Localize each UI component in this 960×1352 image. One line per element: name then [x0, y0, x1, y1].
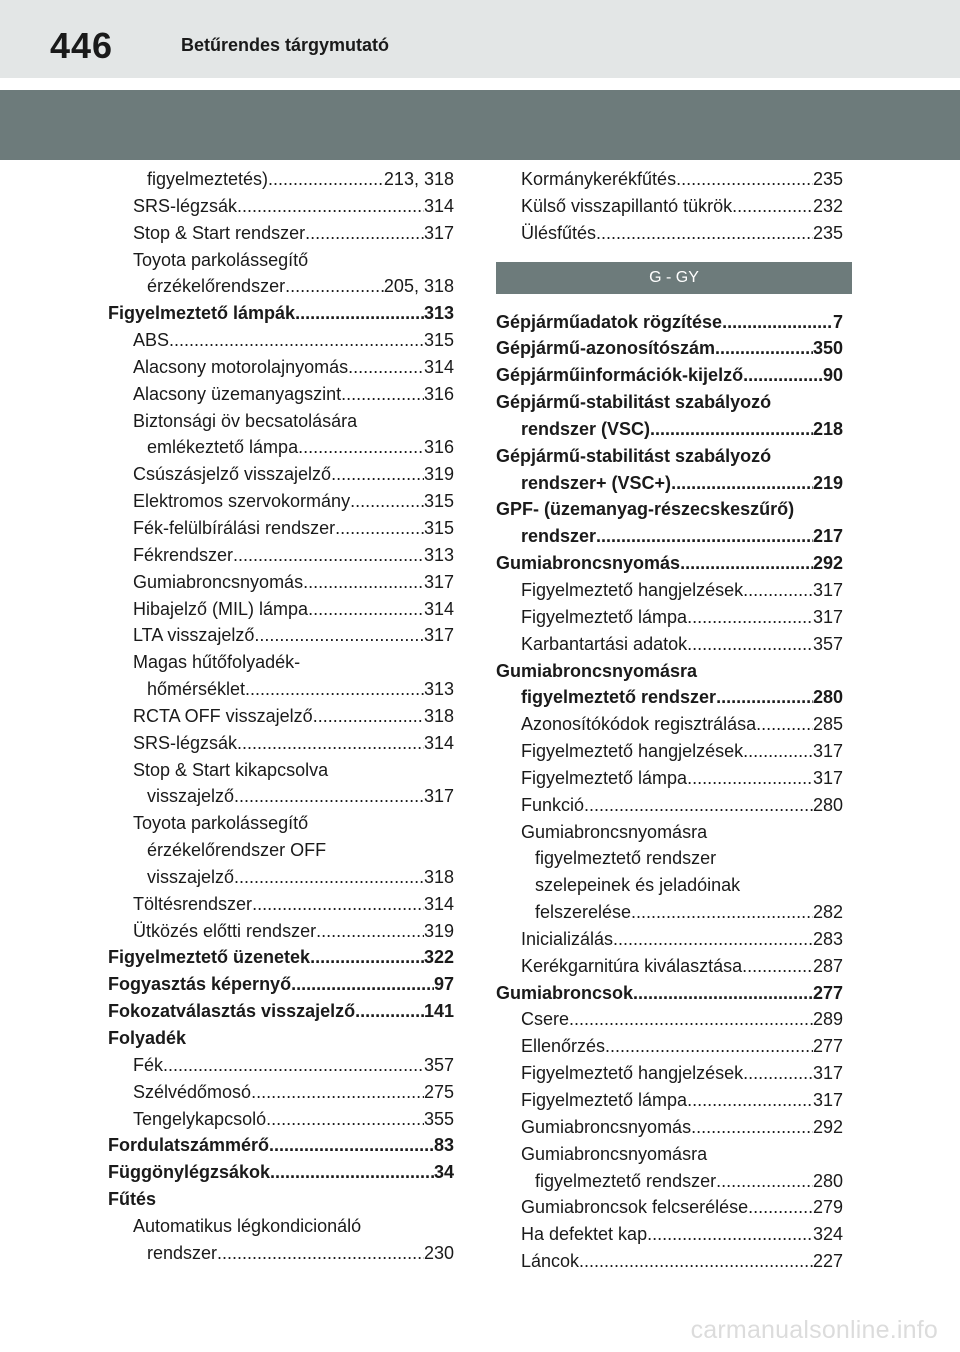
index-entry-page: 318 [423, 866, 454, 887]
index-entry-label: Alacsony üzemanyagszint [133, 383, 342, 404]
index-entry-page: 357 [423, 1054, 454, 1075]
index-entry [496, 220, 843, 247]
index-entry-label: Folyadék [108, 1028, 187, 1048]
index-entry [108, 1052, 454, 1079]
index-entry [496, 1114, 843, 1141]
index-entry-label: Gumiabroncsnyomásra [521, 821, 708, 842]
index-entry [496, 1168, 843, 1195]
index-entry-label: Fékrendszer [133, 544, 234, 565]
dot-leader [691, 1114, 813, 1141]
index-entry-label: Automatikus légkondicionáló [133, 1215, 362, 1236]
index-entry-page: 289 [812, 1009, 843, 1030]
index-entry-page: 279 [812, 1197, 843, 1218]
index-entry-label: szelepeinek és jeladóinak [535, 875, 741, 896]
index-entry-page: 315 [423, 330, 454, 351]
index-entry-label: Alacsony motorolajnyomás [133, 356, 349, 377]
index-entry-label: Gépjármű-azonosítószám [496, 338, 716, 359]
dot-leader [647, 1221, 813, 1248]
index-entry-page: 317 [812, 741, 843, 762]
index-entry [496, 362, 843, 389]
index-entry [496, 765, 843, 792]
index-entry [496, 577, 843, 604]
index-entry-page: 314 [423, 356, 454, 377]
index-entry-page: 317 [812, 767, 843, 788]
index-entry-page: 83 [433, 1135, 454, 1156]
index-entry-label: Függönylégzsákok [108, 1162, 271, 1183]
dot-leader [732, 193, 813, 220]
section-title: Betűrendes tárgymutató [181, 35, 390, 55]
index-entry [108, 1240, 454, 1267]
dot-leader [308, 596, 424, 623]
index-entry [496, 1087, 843, 1114]
index-entry [108, 488, 454, 515]
index-entry [108, 193, 454, 220]
index-entry-page: 355 [423, 1108, 454, 1129]
index-entry-label: Kormánykerékfűtés [521, 169, 677, 189]
index-entry [108, 515, 454, 542]
index-entry [108, 434, 454, 461]
index-entry-label: Gépjárműadatok rögzítése [496, 311, 723, 332]
dot-leader [584, 792, 813, 819]
dot-leader [285, 273, 384, 300]
index-entry [496, 523, 843, 550]
index-entry-label: Szélvédőmosó [133, 1081, 252, 1102]
index-entry-label: Fordulatszámmérő [108, 1135, 270, 1156]
index-entry-page: 317 [423, 786, 454, 807]
index-entry-page: 287 [812, 955, 843, 976]
index-entry-page: 282 [812, 902, 843, 923]
dot-leader [596, 220, 813, 247]
index-entry-label: Ütközés előtti rendszer [133, 920, 317, 941]
index-entry-page: 283 [812, 928, 843, 949]
dot-leader [716, 684, 813, 711]
index-entry [108, 918, 454, 945]
index-entry [108, 891, 454, 918]
index-entry-page: 314 [423, 893, 454, 914]
index-entry-label: figyelmeztető rendszer [535, 848, 717, 869]
index-entry-label: Töltésrendszer [133, 893, 253, 914]
index-entry-label: Tengelykapcsoló [133, 1108, 267, 1129]
header-bar [0, 0, 960, 78]
index-entry-page: 313 [423, 544, 454, 565]
index-entry [496, 389, 843, 416]
index-entry-label: Gumiabroncsok [496, 982, 634, 1003]
dot-leader [237, 193, 424, 220]
index-entry [108, 247, 454, 274]
dot-leader [596, 523, 813, 550]
index-entry-page: 205, 318 [383, 276, 454, 297]
index-entry-label: Gumiabroncsnyomás [521, 1116, 692, 1137]
dot-leader [169, 327, 424, 354]
index-entry-label: rendszer+ (VSC+) [521, 472, 672, 493]
dot-leader [743, 362, 823, 389]
index-entry-label: rendszer [521, 526, 597, 547]
index-entry [108, 757, 454, 784]
index-entry [108, 1186, 454, 1213]
index-entry [108, 354, 454, 381]
index-entry-label: Karbantartási adatok [521, 633, 688, 654]
index-entry [496, 953, 843, 980]
index-entry-page: 317 [812, 579, 843, 600]
dot-leader [687, 765, 813, 792]
index-entry [108, 864, 454, 891]
index-entry-label: Toyota parkolássegítő [133, 813, 309, 834]
index-entry-page: 313 [423, 679, 454, 700]
index-entry-label: Azonosítókódok regisztrálása [521, 714, 757, 735]
index-entry-label: GPF- (üzemanyag-részecskeszűrő) [496, 499, 795, 520]
index-entry [496, 496, 843, 523]
dot-leader [298, 434, 424, 461]
dot-leader [254, 622, 424, 649]
dot-leader [291, 971, 434, 998]
index-entry [108, 300, 454, 327]
dot-leader [722, 309, 833, 336]
index-entry-page: 317 [423, 222, 454, 243]
index-entry-label: Magas hűtőfolyadék- [133, 652, 301, 673]
index-entry [496, 792, 843, 819]
index-entry-page: 280 [812, 1170, 843, 1191]
index-entry-page: 314 [423, 732, 454, 753]
index-entry-label: Inicializálás [521, 928, 614, 949]
index-entry-label: Toyota parkolássegítő [133, 249, 309, 270]
index-entry-label: Gépjármű-stabilitást szabályozó [496, 392, 772, 413]
index-entry [496, 1006, 843, 1033]
index-entry-label: rendszer (VSC) [521, 418, 651, 439]
index-entry-label: Ülésfűtés [521, 222, 597, 243]
index-entry [108, 649, 454, 676]
index-entry-label: Figyelmeztető hangjelzések [521, 1063, 744, 1084]
index-entry-label: Figyelmeztető hangjelzések [521, 741, 744, 762]
index-entry-label: érzékelőrendszer [147, 276, 286, 297]
index-entry-label: Gumiabroncsok felcserélése [521, 1197, 749, 1218]
index-entry-label: Figyelmeztető lámpa [521, 1090, 688, 1110]
dot-leader [687, 1087, 813, 1114]
index-entry-label: felszerelése [535, 902, 632, 923]
index-entry [496, 631, 843, 658]
index-entry [108, 837, 454, 864]
index-entry [108, 622, 454, 649]
index-entry [496, 193, 843, 220]
index-entry-label: Figyelmeztető hangjelzések [521, 579, 744, 600]
index-entry-page: 277 [812, 1036, 843, 1057]
index-entry-label: figyelmeztető rendszer [535, 1170, 717, 1191]
index-entry [108, 971, 454, 998]
index-entry-label: Fék-felülbírálási rendszer [133, 517, 336, 538]
index-entry [108, 998, 454, 1025]
index-entry-label: Biztonsági öv becsatolására [133, 410, 358, 431]
index-entry [496, 1060, 843, 1087]
dot-leader [252, 891, 424, 918]
dot-leader [715, 335, 813, 362]
index-entry-label: Gumiabroncsnyomásra [496, 660, 698, 681]
index-entry-page: 292 [812, 1116, 843, 1137]
index-entry-page: 285 [812, 714, 843, 735]
index-entry-page: 235 [812, 169, 843, 189]
index-entry-label: Láncok [521, 1251, 580, 1272]
index-entry [496, 416, 843, 443]
index-entry [108, 703, 454, 730]
index-entry-label: figyelmeztető rendszer [521, 687, 717, 708]
index-entry-label: figyelmeztetés) [147, 169, 269, 189]
index-entry [496, 1248, 843, 1275]
dot-leader [234, 783, 424, 810]
index-entry-label: Külső visszapillantó tükrök [521, 195, 733, 216]
index-entry-label: Figyelmeztető lámpa [521, 767, 688, 788]
index-entry [108, 1159, 454, 1186]
dot-leader [335, 515, 424, 542]
dot-leader [756, 711, 813, 738]
dot-leader [348, 354, 424, 381]
index-entry [108, 783, 454, 810]
dot-leader [671, 470, 813, 497]
index-entry-page: 318 [423, 705, 454, 726]
index-entry-label: visszajelző [147, 786, 235, 807]
index-entry-label: emlékeztető lámpa [147, 437, 299, 458]
index-entry-label: SRS-légzsák [133, 732, 238, 753]
index-entry-label: Figyelmeztető lámpák [108, 303, 296, 324]
index-entry-page: 292 [812, 553, 843, 574]
index-entry [496, 899, 843, 926]
dot-leader [313, 703, 424, 730]
index-entry [108, 1106, 454, 1133]
index-entry-page: 235 [812, 222, 843, 243]
index-entry [108, 1079, 454, 1106]
index-entry [496, 1194, 843, 1221]
index-entry [496, 872, 843, 899]
index-entry-label: Fűtés [108, 1189, 157, 1210]
index-entry-page: 317 [812, 606, 843, 627]
dot-leader [748, 1194, 813, 1221]
index-entry-page: 315 [423, 517, 454, 538]
dot-leader [613, 926, 813, 953]
index-entry-label: Gépjárműinformációk-kijelző [496, 365, 744, 386]
header-band [0, 90, 960, 160]
index-entry-page: 232 [812, 195, 843, 216]
dot-leader [163, 1052, 424, 1079]
index-entry-label: Stop & Start kikapcsolva [133, 759, 329, 780]
index-entry-page: 357 [812, 633, 843, 654]
index-entry-label: ABS [133, 330, 170, 351]
dot-leader [350, 488, 424, 515]
index-entry-label: Figyelmeztető lámpa [521, 606, 688, 627]
dot-leader [687, 604, 813, 631]
dot-leader [716, 1168, 813, 1195]
index-entry-page: 322 [423, 947, 454, 968]
index-entry-page: 313 [423, 303, 454, 324]
index-entry-label: Ellenőrzés [521, 1036, 606, 1057]
index-entry [496, 1141, 843, 1168]
index-entry-label: Stop & Start rendszer [133, 222, 306, 243]
dot-leader [743, 1060, 813, 1087]
dot-leader [295, 300, 424, 327]
dot-leader [233, 542, 424, 569]
index-entry [496, 926, 843, 953]
dot-leader [316, 918, 424, 945]
index-entry [108, 676, 454, 703]
index-entry [108, 596, 454, 623]
index-entry-page: 324 [812, 1224, 843, 1245]
index-entry [108, 730, 454, 757]
index-entry-page: 317 [812, 1090, 843, 1110]
index-entry-page: 316 [423, 383, 454, 404]
index-entry-page: 317 [812, 1063, 843, 1084]
index-entry [496, 711, 843, 738]
index-entry-label: Gumiabroncsnyomás [496, 553, 681, 574]
watermark: carmanualsonline.info [690, 1316, 938, 1344]
index-entry-label: Fogyasztás képernyő [108, 974, 292, 995]
index-entry-label: Ha defektet kap [521, 1224, 648, 1245]
page-number: 446 [50, 25, 114, 66]
index-entry [108, 166, 454, 193]
index-entry [496, 443, 843, 470]
index-group-g-gy [496, 309, 843, 1275]
index-entry [108, 327, 454, 354]
dot-leader [251, 1079, 424, 1106]
dot-leader [650, 416, 813, 443]
index-entry-page: 317 [423, 625, 454, 646]
index-entry-page: 280 [812, 794, 843, 815]
index-entry-page: 277 [812, 982, 843, 1003]
index-entry [496, 335, 843, 362]
dot-leader [268, 166, 384, 193]
index-entry-label: Hibajelző (MIL) lámpa [133, 598, 309, 619]
index-entry [108, 461, 454, 488]
index-entry [496, 1033, 843, 1060]
index-entry [496, 166, 843, 193]
index-entry [496, 845, 843, 872]
dot-leader [605, 1033, 813, 1060]
index-entry [496, 684, 843, 711]
dot-leader [305, 220, 424, 247]
section-heading-g-gy: G - GY [496, 262, 852, 294]
index-entry-label: Csere [521, 1009, 570, 1030]
index-entry [496, 309, 843, 336]
dot-leader [234, 864, 424, 891]
index-entry-page: 97 [433, 974, 454, 995]
index-entry-label: Csúszásjelző visszajelző [133, 464, 332, 485]
index-entry-page: 314 [423, 195, 454, 216]
index-entry-label: Funkció [521, 794, 585, 815]
index-entry-label: Gépjármű-stabilitást szabályozó [496, 445, 772, 466]
dot-leader [217, 1240, 424, 1267]
index-entry [108, 220, 454, 247]
index-entry-page: 90 [822, 365, 843, 386]
index-entry-page: 219 [812, 472, 843, 493]
index-entry-page: 315 [423, 491, 454, 512]
dot-leader [269, 1132, 434, 1159]
dot-leader [270, 1159, 434, 1186]
index-entry-label: Kerékgarnitúra kiválasztása [521, 955, 743, 976]
index-entry-page: 213, 318 [383, 169, 454, 189]
index-entry-page: 280 [812, 687, 843, 708]
index-entry [108, 944, 454, 971]
index-entry-page: 34 [433, 1162, 454, 1183]
index-column-left [108, 166, 454, 1267]
index-entry-page: 227 [812, 1251, 843, 1272]
index-entry [496, 980, 843, 1007]
dot-leader [687, 631, 813, 658]
dot-leader [266, 1106, 424, 1133]
index-entry-label: rendszer [147, 1242, 218, 1263]
dot-leader [245, 676, 424, 703]
index-entry-page: 319 [423, 920, 454, 941]
index-group-f-continued [496, 166, 843, 247]
index-entry [108, 569, 454, 596]
dot-leader [633, 980, 813, 1007]
index-entry [496, 1221, 843, 1248]
index-entry-label: LTA visszajelző [133, 625, 255, 646]
index-entry-label: Fokozatválasztás visszajelző [108, 1001, 356, 1022]
dot-leader [579, 1248, 813, 1275]
index-entry-page: 275 [423, 1081, 454, 1102]
index-entry [108, 542, 454, 569]
dot-leader [303, 569, 424, 596]
index-entry [496, 550, 843, 577]
dot-leader [742, 953, 813, 980]
index-entry-label: Elektromos szervokormány [133, 491, 351, 512]
index-entry [496, 819, 843, 846]
index-entry [496, 738, 843, 765]
index-entry-label: RCTA OFF visszajelző [133, 705, 313, 726]
index-entry-page: 217 [812, 526, 843, 547]
index-entry-label: Gumiabroncsnyomás [133, 571, 304, 592]
index-column-right [496, 166, 843, 1275]
index-entry-page: 218 [812, 418, 843, 439]
index-entry [108, 810, 454, 837]
index-entry-page: 316 [423, 437, 454, 458]
dot-leader [237, 730, 424, 757]
index-entry-page: 350 [812, 338, 843, 359]
index-entry [108, 381, 454, 408]
index-entry [108, 1132, 454, 1159]
index-entry [108, 1025, 454, 1052]
index-entry [108, 408, 454, 435]
index-entry [108, 1213, 454, 1240]
index-entry [496, 658, 843, 685]
dot-leader [676, 166, 813, 193]
dot-leader [331, 461, 424, 488]
index-entry-label: érzékelőrendszer OFF [147, 840, 327, 861]
index-entry [108, 273, 454, 300]
dot-leader [743, 738, 813, 765]
index-entry [496, 604, 843, 631]
dot-leader [743, 577, 813, 604]
dot-leader [310, 944, 424, 971]
index-entry-page: 314 [423, 598, 454, 619]
index-entry-label: Fék [133, 1054, 164, 1075]
index-entry-label: Gumiabroncsnyomásra [521, 1143, 708, 1164]
index-entry-label: Figyelmeztető üzenetek [108, 947, 311, 968]
index-entry-page: 230 [423, 1242, 454, 1263]
index-entry-page: 7 [832, 311, 843, 332]
index-entry-label: SRS-légzsák [133, 195, 238, 216]
dot-leader [355, 998, 424, 1025]
index-entry-page: 141 [423, 1001, 454, 1022]
index-entry-page: 317 [423, 571, 454, 592]
dot-leader [631, 899, 813, 926]
dot-leader [341, 381, 424, 408]
index-entry-page: 319 [423, 464, 454, 485]
dot-leader [680, 550, 813, 577]
index-entry-label: visszajelző [147, 866, 235, 887]
index-entry [496, 470, 843, 497]
index-entry-label: hőmérséklet [147, 679, 246, 700]
dot-leader [569, 1006, 813, 1033]
